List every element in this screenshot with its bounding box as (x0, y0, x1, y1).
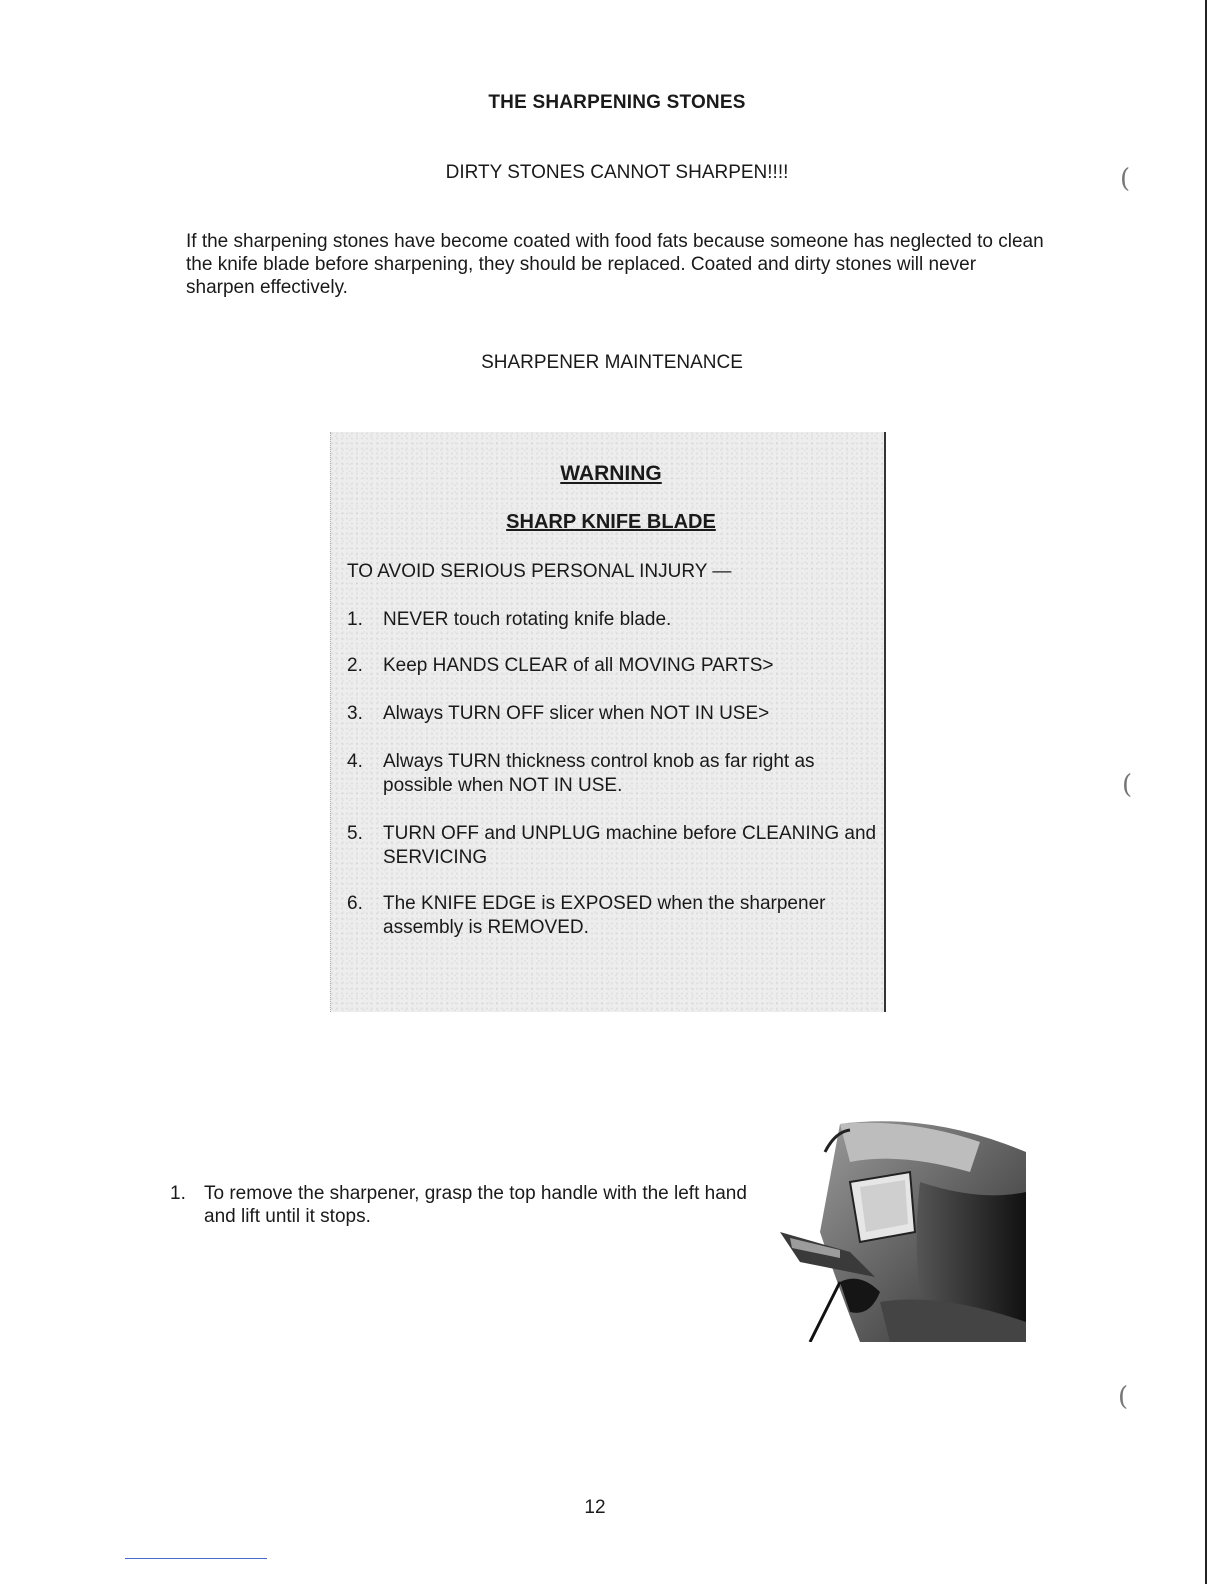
warning-box (330, 432, 886, 1012)
warning-item-text: TURN OFF and UNPLUG machine before CLEANING and SERVICING (383, 823, 877, 868)
page-number: 12 (584, 1497, 606, 1518)
warning-item-text: The KNIFE EDGE is EXPOSED when the sharpener assembly is REMOVED. (383, 893, 826, 938)
step-number: 1. (170, 1183, 186, 1204)
section-subtitle: DIRTY STONES CANNOT SHARPEN!!!! (445, 162, 789, 183)
binder-hole-mark: ( (1118, 1382, 1129, 1412)
step-text: To remove the sharpener, grasp the top handle with the left hand and lift until it stops. (204, 1183, 747, 1227)
binder-hole-mark: ( (1120, 164, 1131, 194)
warning-item-number: 1. (347, 609, 363, 630)
warning-item-number: 2. (347, 655, 363, 676)
intro-paragraph: If the sharpening stones have become coated with food fats because someone has neglected to clean the knife blade before sharpening, they should be replaced. Coated and dirty stones will never sharpen effectively. (186, 231, 1044, 298)
warning-title: WARNING (560, 462, 662, 485)
warning-lead: TO AVOID SERIOUS PERSONAL INJURY — (347, 561, 732, 582)
warning-item-text: Always TURN thickness control knob as far right as possible when NOT IN USE. (383, 751, 815, 796)
page-title: THE SHARPENING STONES (488, 92, 746, 113)
sharpener-photo (780, 1112, 1026, 1342)
warning-item-number: 5. (347, 823, 363, 844)
warning-item-text: Always TURN OFF slicer when NOT IN USE> (383, 703, 770, 724)
warning-item-number: 6. (347, 893, 363, 914)
warning-item-text: Keep HANDS CLEAR of all MOVING PARTS> (383, 655, 774, 676)
footer-rule (125, 1558, 267, 1559)
warning-item-text: NEVER touch rotating knife blade. (383, 609, 672, 630)
warning-item-number: 4. (347, 751, 363, 772)
warning-item-number: 3. (347, 703, 363, 724)
binder-hole-mark: ( (1122, 770, 1133, 800)
maintenance-heading: SHARPENER MAINTENANCE (481, 352, 743, 373)
page-edge-line (1205, 0, 1207, 1584)
warning-subtitle: SHARP KNIFE BLADE (506, 511, 716, 533)
